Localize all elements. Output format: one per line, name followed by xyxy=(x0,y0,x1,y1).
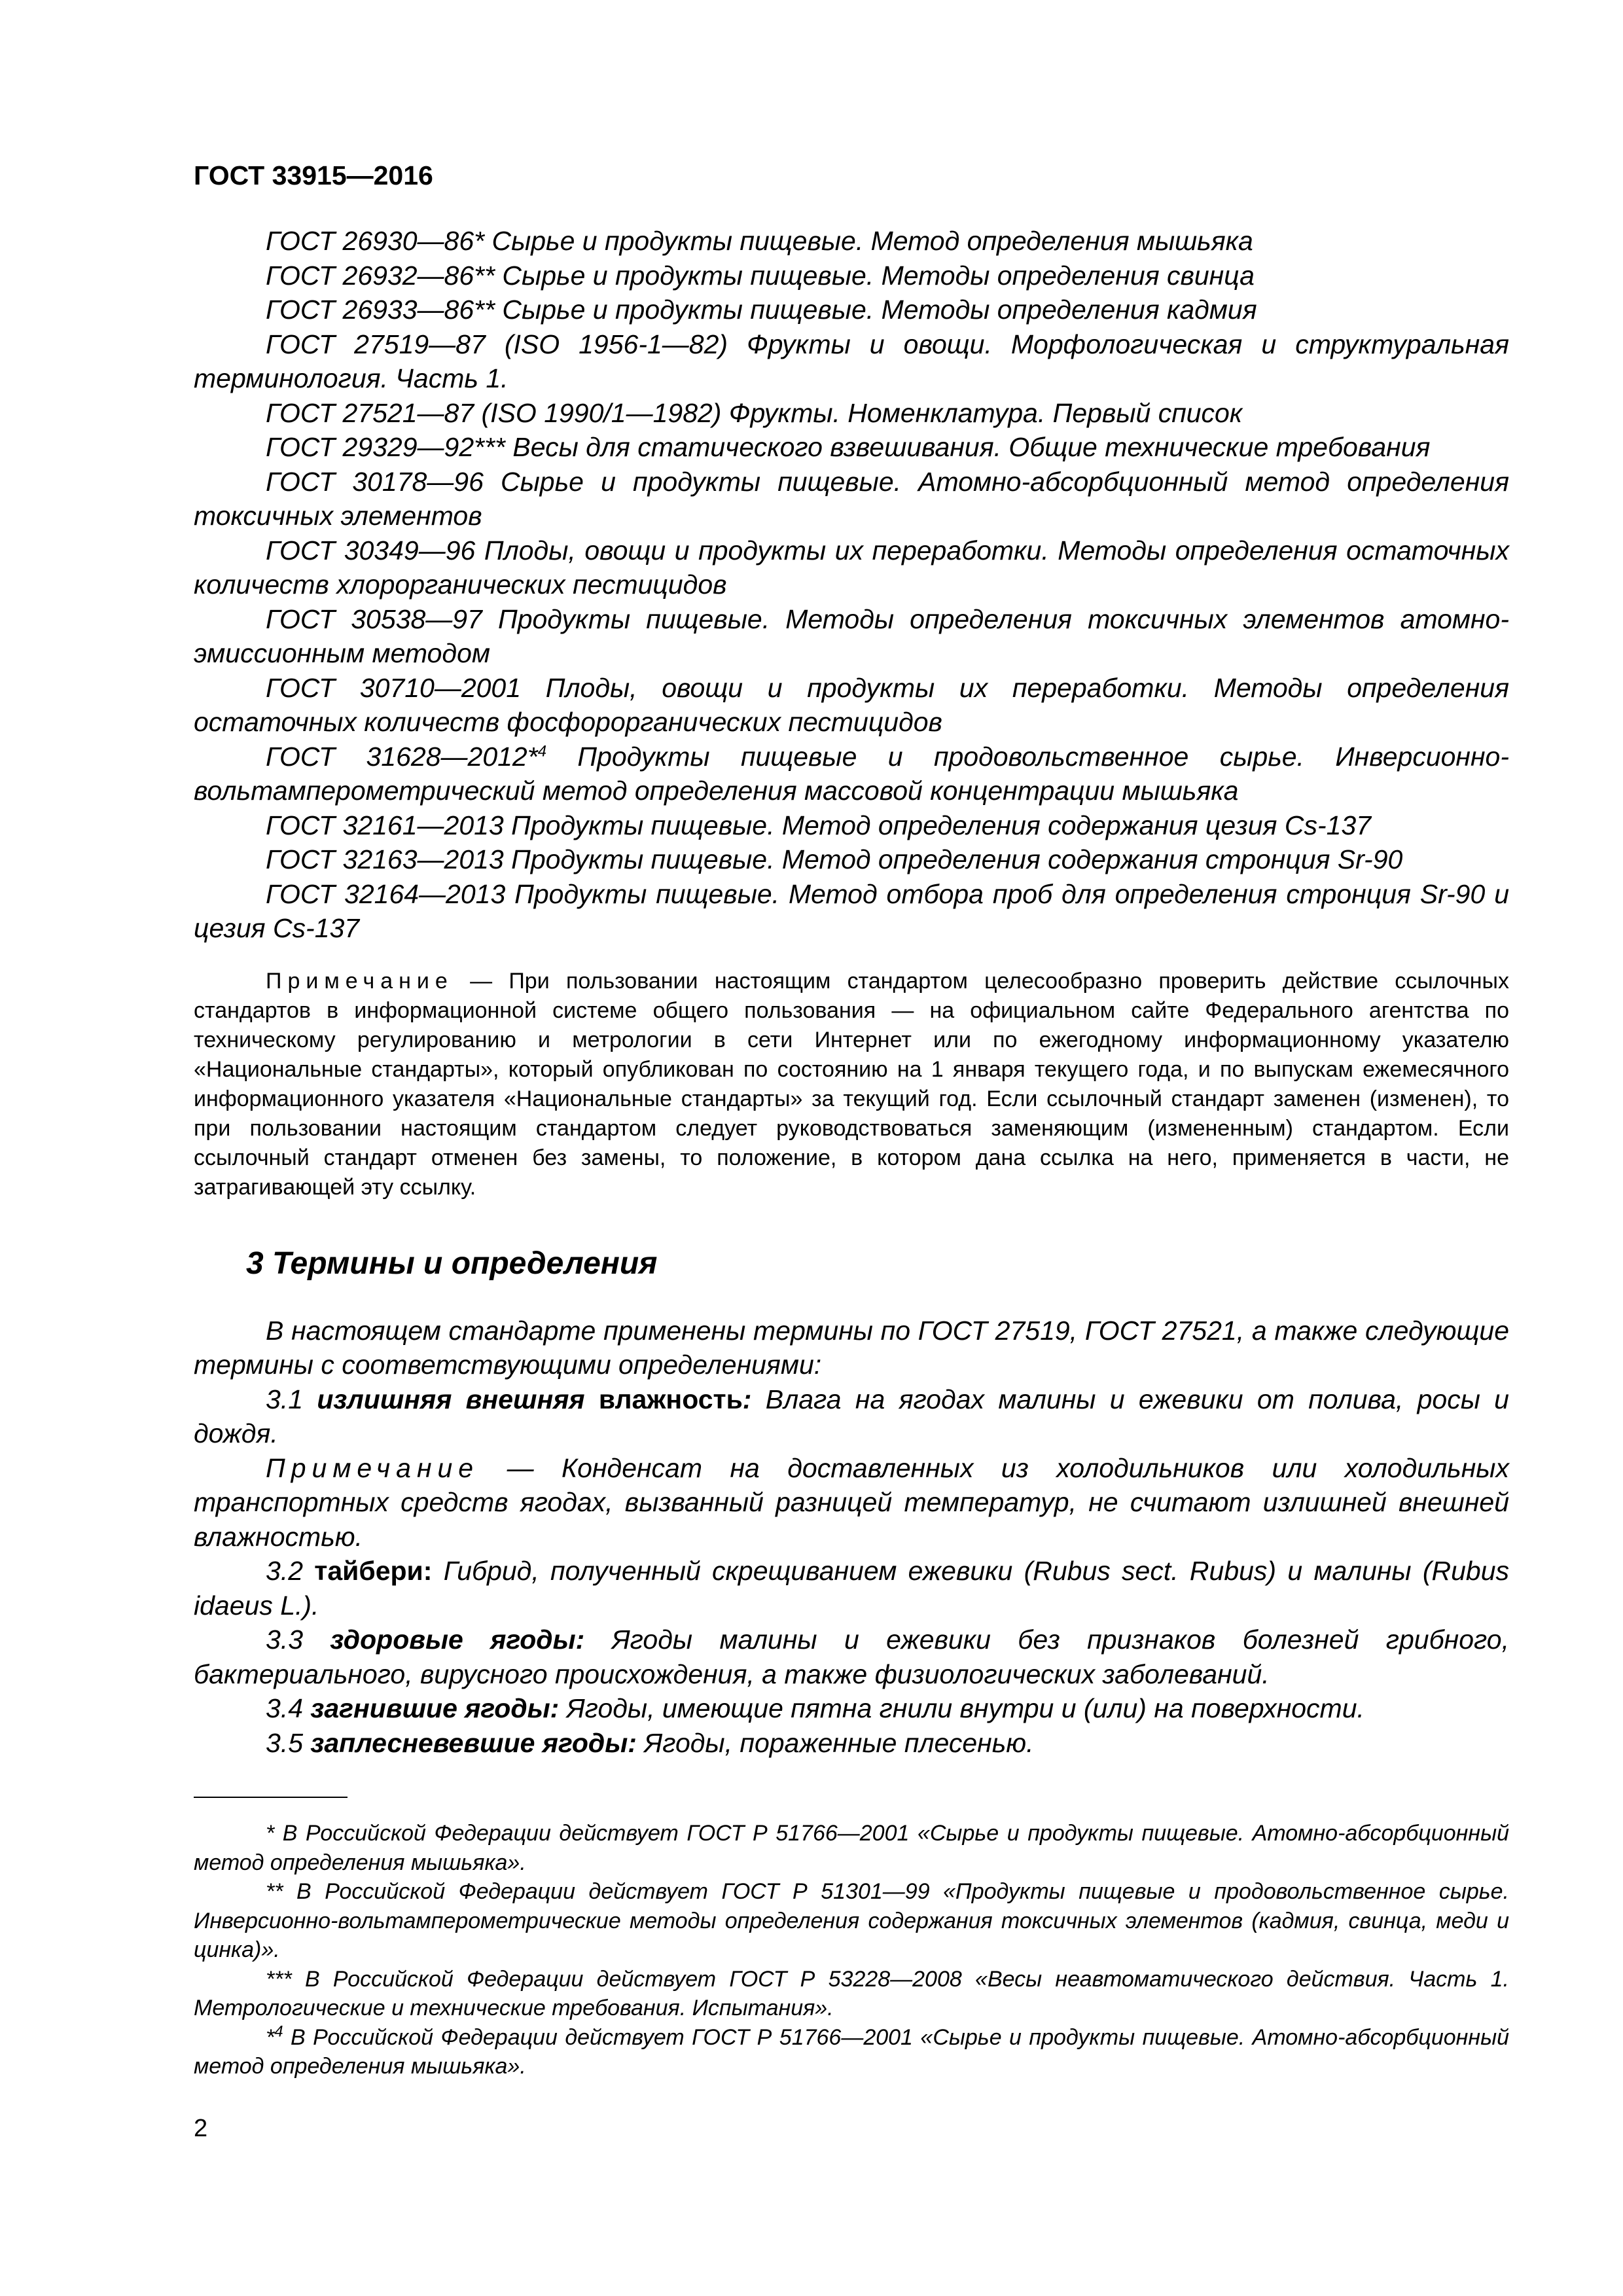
term-definition: Влага на ягодах малины и ежевики от полива, росы и дождя. xyxy=(194,1384,1509,1448)
footnote-text: В Российской Федерации действует ГОСТ Р 51766—2001 «Сырье и продукты пищевые. Атомно-абсорбционный метод определения мышьяка». xyxy=(194,2024,1509,2079)
term-number: 3.2 xyxy=(266,1556,303,1586)
term-name: загнившие ягоды: xyxy=(310,1693,560,1723)
section-title: 3 Термины и определения xyxy=(246,1246,658,1281)
term-definition: Гибрид, полученный скрещиванием ежевики (Rubus sect. Rubus) и малины (Rubus idaeus L.). xyxy=(194,1556,1509,1621)
reference-item: ГОСТ 29329—92*** Весы для статического взвешивания. Общие технические требования xyxy=(266,432,1431,462)
document-header: ГОСТ 33915—2016 xyxy=(194,160,433,190)
reference-item: ГОСТ 30710—2001 Плоды, овощи и продукты их переработки. Методы определения остаточных количеств фосфорорганических пестицидов xyxy=(194,672,1509,737)
term-name-part: влажность xyxy=(598,1384,743,1414)
term-name: излишняя внешняя xyxy=(317,1384,585,1414)
reference-item: ГОСТ 32164—2013 Продукты пищевые. Метод отбора проб для определения стронция Sr-90 и цезия Cs-137 xyxy=(194,878,1509,943)
page-content xyxy=(194,157,1509,2081)
term-colon: : xyxy=(742,1384,752,1414)
reference-code: ГОСТ 31628—2012* xyxy=(266,741,538,772)
term-name: заплесневевшие ягоды: xyxy=(310,1727,637,1758)
section-intro: В настоящем стандарте применены термины по ГОСТ 27519, ГОСТ 27521, а также следующие термины с соответствующими определениями: xyxy=(194,1315,1509,1380)
reference-title: Продукты пищевые и продовольственное сырье. Инверсионно-вольтамперометрический метод определения массовой концентрации мышьяка xyxy=(194,741,1509,806)
footnotes xyxy=(194,1819,1509,2081)
footnote xyxy=(194,2023,1509,2081)
reference-item: ГОСТ 32163—2013 Продукты пищевые. Метод определения содержания стронция Sr-90 xyxy=(266,844,1403,874)
term-number: 3.3 xyxy=(266,1624,303,1655)
reference-item: ГОСТ 26930—86* Сырье и продукты пищевые. Метод определения мышьяка xyxy=(266,226,1253,256)
term-3-1 xyxy=(194,1382,1509,1451)
footnote-mark: * xyxy=(266,2024,275,2050)
page-number: 2 xyxy=(194,2115,208,2142)
terms-list xyxy=(194,1314,1509,1761)
term-definition: Ягоды, пораженные плесенью. xyxy=(636,1727,1034,1758)
reference-item: ГОСТ 30349—96 Плоды, овощи и продукты их переработки. Методы определения остаточных количеств хлорорганических пестицидов xyxy=(194,535,1509,600)
footnote: * В Российской Федерации действует ГОСТ Р 51766—2001 «Сырье и продукты пищевые. Атомно-абсорбционный метод определения мышьяка». xyxy=(194,1821,1509,1875)
term-number: 3.4 xyxy=(266,1693,303,1723)
reference-list xyxy=(194,224,1509,946)
reference-item: ГОСТ 27519—87 (ISO 1956-1—82) Фрукты и овощи. Морфологическая и структуральная терминология. Часть 1. xyxy=(194,329,1509,393)
term-note xyxy=(194,1451,1509,1554)
term-definition: Ягоды малины и ежевики без признаков болезней грибного, бактериального, вирусного происхождения, а также физиологических заболеваний. xyxy=(194,1624,1509,1689)
note-text: — При пользовании настоящим стандартом целесообразно проверить действие ссылочных стандартов в информационной системе общего пользования — на официальном сайте Федерального агентства по техническому регулированию и метрологии в сети Интернет или по ежегодному информационному указателю «Национальные стандарты», который опубликован по состоянию на 1 января текущего года, и по выпускам ежемесячного информационного указателя «Национальные стандарты» за текущий год. Если ссылочный стандарт заменен (изменен), то при пользовании настоящим стандартом следует руководствоваться заменяющим (измененным) стандартом. Если ссылочный стандарт отменен без замены, то положение, в котором дана ссылка на него, применяется в части, не затрагивающей эту ссылку. xyxy=(194,968,1509,1200)
footnote-marker: 4 xyxy=(537,742,547,760)
term-name: тайбери: xyxy=(314,1556,433,1586)
term-3-4 xyxy=(194,1691,1509,1726)
term-3-2 xyxy=(194,1554,1509,1623)
reference-item: ГОСТ 26933—86** Сырье и продукты пищевые. Методы определения кадмия xyxy=(266,295,1257,325)
reference-item: ГОСТ 30178—96 Сырье и продукты пищевые. Атомно-абсорбционный метод определения токсичных элементов xyxy=(194,466,1509,531)
term-number: 3.5 xyxy=(266,1727,303,1758)
note-label: Примечание xyxy=(266,968,454,994)
reference-item: ГОСТ 27521—87 (ISO 1990/1—1982) Фрукты. Номенклатура. Первый список xyxy=(266,397,1243,428)
reference-item: ГОСТ 32161—2013 Продукты пищевые. Метод определения содержания цезия Cs-137 xyxy=(266,810,1372,840)
term-name: здоровые ягоды: xyxy=(330,1624,585,1655)
term-3-5 xyxy=(194,1726,1509,1761)
reference-item: ГОСТ 30538—97 Продукты пищевые. Методы определения токсичных элементов атомно-эмиссионным методом xyxy=(194,603,1509,668)
reference-item xyxy=(194,740,1509,808)
term-definition: Ягоды, имеющие пятна гнили внутри и (или) на поверхности. xyxy=(559,1693,1364,1723)
note-block xyxy=(194,967,1509,1202)
footnote: *** В Российской Федерации действует ГОСТ Р 53228—2008 «Весы неавтоматического действия. Часть 1. Метрологические и технические требования. Испытания». xyxy=(194,1966,1509,2020)
footnote-separator xyxy=(194,1797,348,1798)
reference-item: ГОСТ 26932—86** Сырье и продукты пищевые. Методы определения свинца xyxy=(266,260,1255,291)
term-number: 3.1 xyxy=(266,1384,303,1414)
footnote: ** В Российской Федерации действует ГОСТ Р 51301—99 «Продукты пищевые и продовольственное сырье. Инверсионно-вольтамперометрические методы определения содержания токсичных элементов (кадмия, свинца, меди и цинка)». xyxy=(194,1879,1509,1962)
footnote-marker: 4 xyxy=(274,2022,283,2041)
note-text: — Конденсат на доставленных из холодильников или холодильных транспортных средств ягодах, вызванный разницей температур, не считают излишней внешней влажностью. xyxy=(194,1452,1509,1552)
note-label: Примечание xyxy=(266,1452,480,1483)
term-3-3 xyxy=(194,1623,1509,1691)
